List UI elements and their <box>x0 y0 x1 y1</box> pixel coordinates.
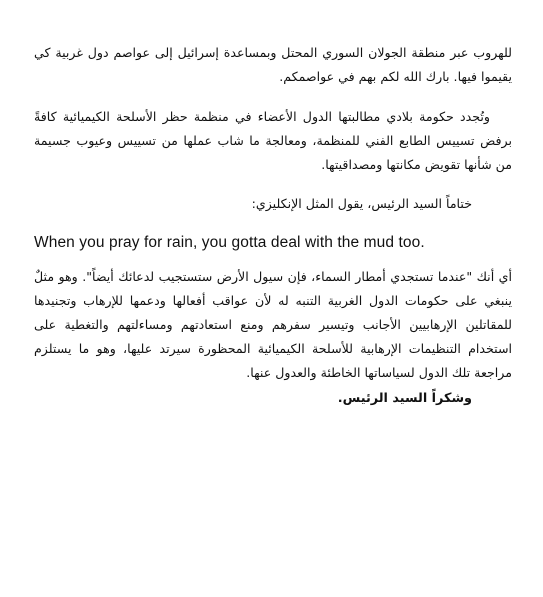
closing-thanks: وشكراً السيد الرئيس. <box>337 391 472 406</box>
paragraph-escape-to-western-capitals: للهروب عبر منطقة الجولان السوري المحتل وبمساعدة إسرائيل إلى عواصم دول غربية كي يقيموا فيها. بارك الله لكم بهم في عواصمكم. <box>34 45 512 84</box>
paragraph-english-proverb-intro: ختاماً السيد الرئيس، يقول المثل الإنكليزي: <box>251 196 472 211</box>
paragraph-proverb-translation: أي أنك "عندما تستجدي أمطار السماء، فإن سيول الأرض ستستجيب لدعائك أيضاً". وهو مثلٌ ينبغي على حكومات الدول الغربية التنبه له لأن عواقب أفعالها ودعمها للإرهاب وتجنيدها للمقاتلين الإرهابيين الأجانب وتيسير سفرهم ومنع استعادتهم ومساءلتهم والتغطية على استخدام التنظيمات الإرهابية للأسلحة الكيميائية المحظورة سيرتد عليها، وهو ما يستلزم مراجعة تلك الدول لسياساتها الخاطئة والعدول عنها. <box>34 269 512 380</box>
english-proverb-quote: When you pray for rain, you gotta deal with the mud too. <box>34 234 425 251</box>
paragraph-opcw-politicization: وتُجدد حكومة بلادي مطالبتها الدول الأعضاء في منظمة حظر الأسلحة الكيميائية كافةً برفض تسييس الطابع الفني للمنظمة، ومعالجة ما شاب عملها من تسييس وعيوب جسيمة من شأنها تقويض مكانتها ومصداقيتها. <box>34 109 512 172</box>
document-page <box>34 34 512 411</box>
